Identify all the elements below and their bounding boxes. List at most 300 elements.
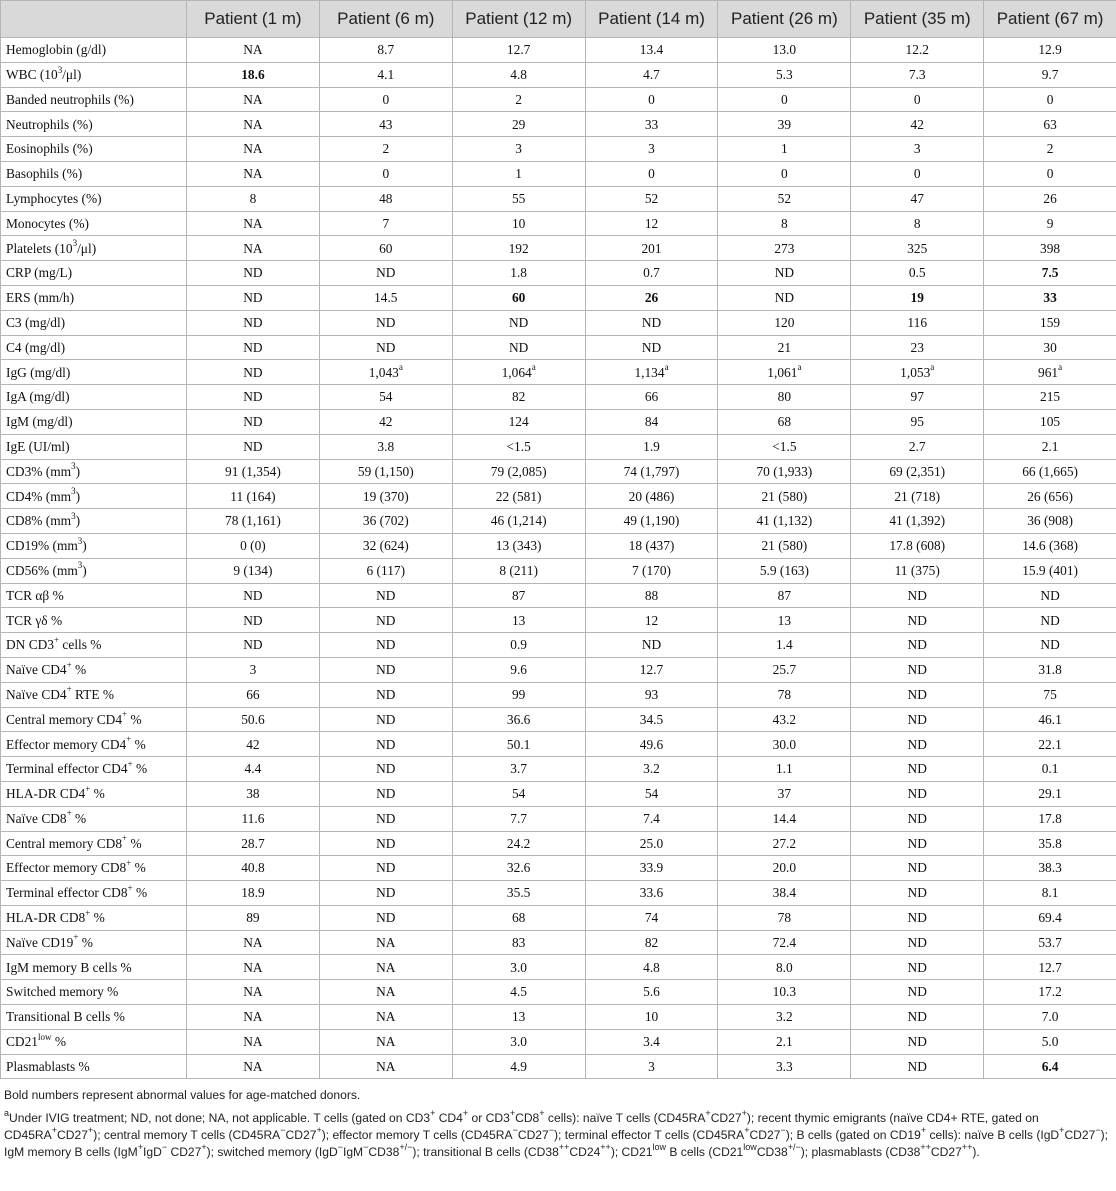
row-label: Basophils (%)	[1, 161, 187, 186]
row-label: HLA-DR CD4+ %	[1, 781, 187, 806]
table-cell: 31.8	[984, 657, 1116, 682]
table-row	[1, 1005, 1116, 1030]
table-cell: 50.1	[452, 732, 585, 757]
table-cell: 11 (164)	[187, 484, 320, 509]
table-cell: 15.9 (401)	[984, 558, 1116, 583]
table-row	[1, 608, 1116, 633]
table-cell: 97	[851, 385, 984, 410]
table-cell: 1.9	[585, 434, 718, 459]
table-cell: 2.1	[984, 434, 1116, 459]
table-cell: 68	[452, 905, 585, 930]
table-cell: 69.4	[984, 905, 1116, 930]
table-cell: 0	[585, 87, 718, 112]
table-cell: 19 (370)	[319, 484, 452, 509]
table-cell: 9 (134)	[187, 558, 320, 583]
table-cell: NA	[187, 930, 320, 955]
table-cell: 41 (1,392)	[851, 509, 984, 534]
table-cell: 21 (580)	[718, 533, 851, 558]
table-cell: 192	[452, 236, 585, 261]
table-cell: NA	[187, 112, 320, 137]
table-cell: ND	[187, 261, 320, 286]
table-cell: 9.7	[984, 62, 1116, 87]
bold-values-note: Bold numbers represent abnormal values for age-matched donors.	[4, 1088, 361, 1103]
table-cell: NA	[319, 1005, 452, 1030]
table-cell: 41 (1,132)	[718, 509, 851, 534]
table-cell: ND	[319, 335, 452, 360]
table-cell: 88	[585, 583, 718, 608]
table-cell: ND	[851, 905, 984, 930]
table-cell: 36 (908)	[984, 509, 1116, 534]
table-cell: ND	[187, 633, 320, 658]
row-label: Lymphocytes (%)	[1, 186, 187, 211]
table-cell: ND	[851, 682, 984, 707]
row-label: Terminal effector CD4+ %	[1, 757, 187, 782]
table-cell: 0	[585, 161, 718, 186]
table-cell: 20 (486)	[585, 484, 718, 509]
table-cell: 21 (580)	[718, 484, 851, 509]
table-cell: 22.1	[984, 732, 1116, 757]
table-row	[1, 459, 1116, 484]
table-cell: 3	[452, 137, 585, 162]
table-cell: ND	[718, 285, 851, 310]
table-cell: 8	[187, 186, 320, 211]
table-cell: 21	[718, 335, 851, 360]
table-cell: ND	[319, 781, 452, 806]
table-cell: NA	[187, 1029, 320, 1054]
table-cell: ND	[187, 385, 320, 410]
table-row	[1, 707, 1116, 732]
table-cell: 35.5	[452, 881, 585, 906]
table-row	[1, 1054, 1116, 1079]
table-cell: 6.4	[984, 1054, 1116, 1079]
row-label: TCR αβ %	[1, 583, 187, 608]
table-cell: 8.0	[718, 955, 851, 980]
table-cell: 26 (656)	[984, 484, 1116, 509]
table-cell: ND	[851, 831, 984, 856]
table-cell: 105	[984, 409, 1116, 434]
table-cell: 12.7	[984, 955, 1116, 980]
table-cell: 4.1	[319, 62, 452, 87]
table-cell: 4.5	[452, 980, 585, 1005]
table-cell: 70 (1,933)	[718, 459, 851, 484]
table-cell: ND	[851, 583, 984, 608]
table-row	[1, 930, 1116, 955]
table-cell: 79 (2,085)	[452, 459, 585, 484]
row-label: IgA (mg/dl)	[1, 385, 187, 410]
table-cell: 66	[585, 385, 718, 410]
table-cell: 3.2	[585, 757, 718, 782]
table-row	[1, 633, 1116, 658]
table-cell: 38	[187, 781, 320, 806]
row-label: Naïve CD4+ RTE %	[1, 682, 187, 707]
table-row	[1, 87, 1116, 112]
table-cell: NA	[187, 1005, 320, 1030]
column-header: Patient (35 m)	[851, 1, 984, 38]
table-cell: ND	[319, 633, 452, 658]
table-row	[1, 137, 1116, 162]
table-row	[1, 285, 1116, 310]
row-label: IgM memory B cells %	[1, 955, 187, 980]
table-row	[1, 310, 1116, 335]
table-cell: 10	[452, 211, 585, 236]
table-cell: 11.6	[187, 806, 320, 831]
table-row	[1, 980, 1116, 1005]
table-cell: 28.7	[187, 831, 320, 856]
column-header: Patient (6 m)	[319, 1, 452, 38]
table-cell: 99	[452, 682, 585, 707]
table-cell: 215	[984, 385, 1116, 410]
table-cell: 89	[187, 905, 320, 930]
table-row	[1, 385, 1116, 410]
table-row	[1, 732, 1116, 757]
table-cell: 20.0	[718, 856, 851, 881]
table-cell: 93	[585, 682, 718, 707]
table-cell: 33	[585, 112, 718, 137]
table-cell: 2.7	[851, 434, 984, 459]
table-row	[1, 558, 1116, 583]
table-row	[1, 161, 1116, 186]
row-label: Effector memory CD4+ %	[1, 732, 187, 757]
table-cell: ND	[319, 905, 452, 930]
table-cell: 54	[452, 781, 585, 806]
table-cell: 39	[718, 112, 851, 137]
table-cell: 0	[718, 161, 851, 186]
row-label: CD8% $(mm^3)$	[1, 509, 187, 534]
row-label: HLA-DR CD8+ %	[1, 905, 187, 930]
table-cell: ND	[319, 856, 452, 881]
row-label: CRP (mg/L)	[1, 261, 187, 286]
table-cell: 18 (437)	[585, 533, 718, 558]
table-cell: 29	[452, 112, 585, 137]
table-row	[1, 261, 1116, 286]
table-cell: 7 (170)	[585, 558, 718, 583]
table-cell: 52	[585, 186, 718, 211]
row-label: WBC $(10^3/\mu l)$	[1, 62, 187, 87]
table-row	[1, 62, 1116, 87]
table-cell: NA	[187, 211, 320, 236]
table-cell: 38.3	[984, 856, 1116, 881]
table-cell: ND	[452, 335, 585, 360]
table-cell: 1.8	[452, 261, 585, 286]
table-cell: 1	[718, 137, 851, 162]
row-label: Central memory CD8+ %	[1, 831, 187, 856]
row-label: IgG (mg/dl)	[1, 360, 187, 385]
table-header-row	[1, 1, 1116, 38]
table-cell: 47	[851, 186, 984, 211]
table-cell: 120	[718, 310, 851, 335]
table-cell: 8 (211)	[452, 558, 585, 583]
table-cell: 22 (581)	[452, 484, 585, 509]
table-cell: 49.6	[585, 732, 718, 757]
table-cell: ND	[585, 310, 718, 335]
table-cell: 26	[984, 186, 1116, 211]
table-cell: 17.8 (608)	[851, 533, 984, 558]
table-cell: 23	[851, 335, 984, 360]
column-header: Patient (67 m)	[984, 1, 1116, 38]
table-cell: ND	[851, 732, 984, 757]
table-cell: ND	[851, 980, 984, 1005]
table-cell: ND	[187, 409, 320, 434]
table-cell: 1,134$^a$	[585, 360, 718, 385]
table-row	[1, 409, 1116, 434]
table-cell: 4.8	[585, 955, 718, 980]
table-cell: 3.0	[452, 1029, 585, 1054]
table-cell: 83	[452, 930, 585, 955]
table-cell: 30.0	[718, 732, 851, 757]
table-cell: 7.0	[984, 1005, 1116, 1030]
table-cell: 32 (624)	[319, 533, 452, 558]
table-cell: 48	[319, 186, 452, 211]
row-label: TCR γδ %	[1, 608, 187, 633]
table-cell: 87	[718, 583, 851, 608]
table-cell: 273	[718, 236, 851, 261]
table-cell: 12.7	[452, 38, 585, 63]
table-cell: 66	[187, 682, 320, 707]
table-cell: 34.5	[585, 707, 718, 732]
table-cell: NA	[187, 161, 320, 186]
table-row	[1, 236, 1116, 261]
table-cell: ND	[319, 261, 452, 286]
table-cell: 74 (1,797)	[585, 459, 718, 484]
table-cell: NA	[187, 955, 320, 980]
table-cell: 59 (1,150)	[319, 459, 452, 484]
table-footnotes	[0, 1079, 1116, 1161]
table-row	[1, 533, 1116, 558]
table-row	[1, 905, 1116, 930]
table-cell: 17.8	[984, 806, 1116, 831]
table-cell: 5.0	[984, 1029, 1116, 1054]
table-cell: 3.0	[452, 955, 585, 980]
table-cell: ND	[718, 261, 851, 286]
table-cell: 5.6	[585, 980, 718, 1005]
table-cell: ND	[319, 682, 452, 707]
table-cell: 33.9	[585, 856, 718, 881]
row-label: ERS (mm/h)	[1, 285, 187, 310]
table-cell: ND	[851, 781, 984, 806]
table-cell: 29.1	[984, 781, 1116, 806]
table-row	[1, 186, 1116, 211]
table-row	[1, 583, 1116, 608]
table-cell: ND	[851, 1005, 984, 1030]
table-cell: 52	[718, 186, 851, 211]
table-cell: 74	[585, 905, 718, 930]
table-cell: 159	[984, 310, 1116, 335]
table-cell: 18.6	[187, 62, 320, 87]
table-cell: <1.5	[452, 434, 585, 459]
table-cell: 0	[984, 161, 1116, 186]
column-header: Patient (26 m)	[718, 1, 851, 38]
table-cell: 78	[718, 682, 851, 707]
row-label: Switched memory %	[1, 980, 187, 1005]
row-label: IgM (mg/dl)	[1, 409, 187, 434]
table-cell: 0	[718, 87, 851, 112]
table-cell: 27.2	[718, 831, 851, 856]
table-cell: ND	[319, 732, 452, 757]
table-cell: ND	[851, 757, 984, 782]
table-cell: 82	[452, 385, 585, 410]
table-cell: ND	[319, 657, 452, 682]
table-cell: ND	[187, 310, 320, 335]
table-cell: 3	[585, 1054, 718, 1079]
table-cell: 21 (718)	[851, 484, 984, 509]
table-cell: 91 (1,354)	[187, 459, 320, 484]
table-cell: 54	[585, 781, 718, 806]
table-cell: NA	[319, 955, 452, 980]
table-cell: 33.6	[585, 881, 718, 906]
table-row	[1, 1029, 1116, 1054]
table-cell: 0	[319, 161, 452, 186]
column-header: Patient (1 m)	[187, 1, 320, 38]
table-cell: 10.3	[718, 980, 851, 1005]
table-cell: 124	[452, 409, 585, 434]
table-cell: 43.2	[718, 707, 851, 732]
table-row	[1, 781, 1116, 806]
table-cell: 0.5	[851, 261, 984, 286]
table-cell: 50.6	[187, 707, 320, 732]
row-label: Eosinophils (%)	[1, 137, 187, 162]
table-cell: ND	[187, 360, 320, 385]
row-label: CD3% $(mm^3)$	[1, 459, 187, 484]
table-cell: ND	[319, 608, 452, 633]
table-cell: 36 (702)	[319, 509, 452, 534]
table-cell: 9	[984, 211, 1116, 236]
table-cell: 33	[984, 285, 1116, 310]
table-cell: ND	[187, 583, 320, 608]
table-cell: 10	[585, 1005, 718, 1030]
row-label: C4 (mg/dl)	[1, 335, 187, 360]
table-cell: ND	[319, 806, 452, 831]
table-cell: 12.9	[984, 38, 1116, 63]
table-cell: 4.8	[452, 62, 585, 87]
table-cell: 13	[452, 1005, 585, 1030]
table-cell: 0	[851, 87, 984, 112]
table-cell: NA	[187, 137, 320, 162]
table-cell: 9.6	[452, 657, 585, 682]
table-cell: ND	[984, 583, 1116, 608]
table-cell: 68	[718, 409, 851, 434]
table-cell: 42	[187, 732, 320, 757]
table-cell: 8	[718, 211, 851, 236]
table-cell: NA	[319, 980, 452, 1005]
table-cell: ND	[319, 310, 452, 335]
table-cell: 12.7	[585, 657, 718, 682]
table-cell: 12.2	[851, 38, 984, 63]
row-label: Neutrophils (%)	[1, 112, 187, 137]
table-cell: 961$^a$	[984, 360, 1116, 385]
table-row	[1, 38, 1116, 63]
table-row	[1, 434, 1116, 459]
table-cell: 82	[585, 930, 718, 955]
table-cell: ND	[851, 707, 984, 732]
row-label: Central memory CD4+ %	[1, 707, 187, 732]
table-cell: 38.4	[718, 881, 851, 906]
table-cell: 0.7	[585, 261, 718, 286]
table-cell: 14.4	[718, 806, 851, 831]
table-cell: 30	[984, 335, 1116, 360]
table-cell: 46 (1,214)	[452, 509, 585, 534]
table-cell: ND	[851, 1029, 984, 1054]
table-cell: 17.2	[984, 980, 1116, 1005]
table-row	[1, 757, 1116, 782]
table-cell: 3.7	[452, 757, 585, 782]
table-cell: 75	[984, 682, 1116, 707]
table-cell: 40.8	[187, 856, 320, 881]
table-cell: 2	[452, 87, 585, 112]
table-cell: ND	[585, 335, 718, 360]
table-cell: ND	[319, 831, 452, 856]
table-cell: 25.0	[585, 831, 718, 856]
table-cell: ND	[851, 930, 984, 955]
abbreviations-note: $^a$Under IVIG treatment; ND, not done; NA, not applicable. T cells (gated on CD3+ CD4+ or CD3+CD8+ cells): naïve T cells (CD45RA+CD27+); recent thymic emigrants (naïve CD4+ RTE, gated on CD45RA+CD27+); central memory T cells (CD45RA−CD27+); effector memory T cells (CD45RA−CD27−); terminal effector T cells (CD45RA+CD27−); B cells (gated on CD19+ cells): naïve B cells (IgD+CD27−); IgM memory B cells (IgM+IgD− CD27+); switched memory (IgD−IgM−CD38+/−); transitional B cells (CD38++CD24++); $CD21^{low}$ B cells $(CD21^{low}CD38^{+/-})$; plasmablasts (CD38++CD27++).	[4, 1108, 1109, 1160]
row-label: Platelets $(10^3/\mu l)$	[1, 236, 187, 261]
table-cell: 7.7	[452, 806, 585, 831]
table-cell: ND	[319, 881, 452, 906]
table-cell: 3.2	[718, 1005, 851, 1030]
row-label: Terminal effector CD8+ %	[1, 881, 187, 906]
table-cell: 5.3	[718, 62, 851, 87]
table-cell: ND	[452, 310, 585, 335]
table-body	[1, 38, 1116, 1079]
row-label: Monocytes (%)	[1, 211, 187, 236]
row-label: Banded neutrophils (%)	[1, 87, 187, 112]
column-header	[1, 1, 187, 38]
table-cell: 60	[452, 285, 585, 310]
table-cell: NA	[187, 38, 320, 63]
row-label: C3 (mg/dl)	[1, 310, 187, 335]
table-cell: 4.7	[585, 62, 718, 87]
table-cell: 8.7	[319, 38, 452, 63]
row-label: Naïve CD8+ %	[1, 806, 187, 831]
table-cell: ND	[585, 633, 718, 658]
table-cell: 13.4	[585, 38, 718, 63]
table-cell: 53.7	[984, 930, 1116, 955]
table-cell: NA	[187, 236, 320, 261]
table-row	[1, 360, 1116, 385]
table-cell: 3	[585, 137, 718, 162]
table-cell: 36.6	[452, 707, 585, 732]
table-cell: 19	[851, 285, 984, 310]
table-cell: 8	[851, 211, 984, 236]
table-cell: 14.6 (368)	[984, 533, 1116, 558]
table-cell: 32.6	[452, 856, 585, 881]
table-cell: NA	[187, 87, 320, 112]
table-cell: 49 (1,190)	[585, 509, 718, 534]
table-cell: ND	[851, 806, 984, 831]
table-cell: 3.3	[718, 1054, 851, 1079]
table-cell: 84	[585, 409, 718, 434]
table-cell: 25.7	[718, 657, 851, 682]
table-cell: 13	[452, 608, 585, 633]
table-cell: NA	[319, 930, 452, 955]
table-cell: 14.5	[319, 285, 452, 310]
table-cell: 26	[585, 285, 718, 310]
table-cell: 12	[585, 211, 718, 236]
table-cell: ND	[851, 1054, 984, 1079]
table-cell: 1.1	[718, 757, 851, 782]
row-label: CD19% $(mm^3)$	[1, 533, 187, 558]
table-cell: ND	[851, 633, 984, 658]
table-cell: 2	[319, 137, 452, 162]
table-cell: 13.0	[718, 38, 851, 63]
table-cell: 1	[452, 161, 585, 186]
table-cell: ND	[851, 657, 984, 682]
row-label: Naïve CD19+ %	[1, 930, 187, 955]
table-cell: 0	[984, 87, 1116, 112]
table-row	[1, 806, 1116, 831]
table-cell: 4.4	[187, 757, 320, 782]
table-cell: 1,064$^a$	[452, 360, 585, 385]
table-row	[1, 484, 1116, 509]
